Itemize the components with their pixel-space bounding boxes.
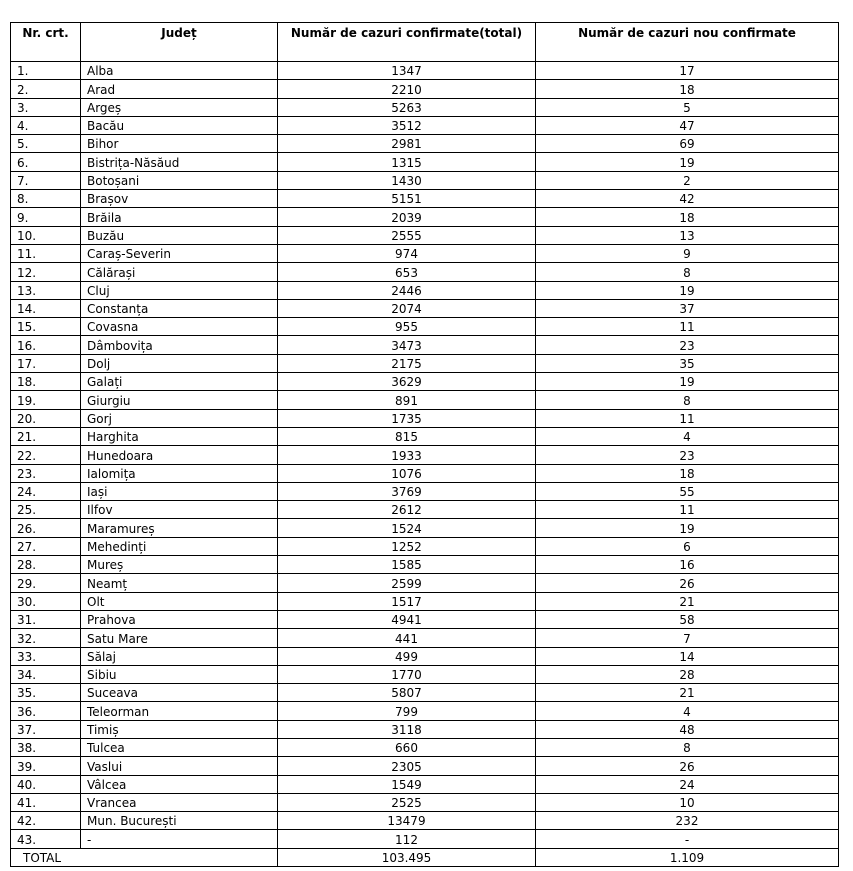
- row-nr: 23.: [11, 464, 81, 482]
- row-noi: 10: [536, 793, 839, 811]
- row-nr: 5.: [11, 135, 81, 153]
- row-nr: 3.: [11, 98, 81, 116]
- table-row: [11, 208, 839, 226]
- row-judet: -: [81, 830, 278, 848]
- row-total: 112: [278, 830, 536, 848]
- row-nr: 43.: [11, 830, 81, 848]
- row-total: 799: [278, 702, 536, 720]
- row-noi: 42: [536, 190, 839, 208]
- table-row: [11, 702, 839, 720]
- row-noi: 28: [536, 665, 839, 683]
- table-row: [11, 318, 839, 336]
- row-total: 1076: [278, 464, 536, 482]
- table-row: [11, 592, 839, 610]
- row-noi: 19: [536, 373, 839, 391]
- row-nr: 7.: [11, 171, 81, 189]
- row-judet: Călărași: [81, 263, 278, 281]
- row-noi: 69: [536, 135, 839, 153]
- row-total: 2305: [278, 757, 536, 775]
- row-nr: 9.: [11, 208, 81, 226]
- row-judet: Alba: [81, 62, 278, 80]
- table-row: [11, 757, 839, 775]
- table-row: [11, 171, 839, 189]
- row-noi: 35: [536, 354, 839, 372]
- row-total: 1347: [278, 62, 536, 80]
- row-nr: 6.: [11, 153, 81, 171]
- row-nr: 10.: [11, 226, 81, 244]
- table-row: [11, 556, 839, 574]
- table-row: [11, 153, 839, 171]
- row-noi: 47: [536, 116, 839, 134]
- row-judet: Bacău: [81, 116, 278, 134]
- row-noi: 24: [536, 775, 839, 793]
- table-row: [11, 610, 839, 628]
- table-row: [11, 391, 839, 409]
- row-judet: Harghita: [81, 427, 278, 445]
- row-noi: 18: [536, 464, 839, 482]
- table-row: [11, 373, 839, 391]
- row-total: 2446: [278, 281, 536, 299]
- table-row: [11, 336, 839, 354]
- table-row: [11, 793, 839, 811]
- row-nr: 30.: [11, 592, 81, 610]
- row-nr: 37.: [11, 720, 81, 738]
- row-total: 1524: [278, 519, 536, 537]
- row-judet: Mun. București: [81, 812, 278, 830]
- table-body: [11, 62, 839, 849]
- header-nr: Nr. crt.: [11, 23, 81, 62]
- row-total: 3512: [278, 116, 536, 134]
- row-nr: 15.: [11, 318, 81, 336]
- row-total: 3769: [278, 482, 536, 500]
- row-nr: 4.: [11, 116, 81, 134]
- row-total: 974: [278, 244, 536, 262]
- table-header-row: [11, 23, 839, 62]
- row-noi: 5: [536, 98, 839, 116]
- table-row: [11, 775, 839, 793]
- row-nr: 14.: [11, 299, 81, 317]
- row-judet: Hunedoara: [81, 446, 278, 464]
- row-total: 653: [278, 263, 536, 281]
- table-row: [11, 665, 839, 683]
- row-judet: Mureș: [81, 556, 278, 574]
- row-total: 2074: [278, 299, 536, 317]
- row-total: 660: [278, 738, 536, 756]
- table-row: [11, 116, 839, 134]
- table-row: [11, 684, 839, 702]
- row-noi: 55: [536, 482, 839, 500]
- row-noi: 9: [536, 244, 839, 262]
- row-nr: 17.: [11, 354, 81, 372]
- row-noi: 21: [536, 592, 839, 610]
- row-nr: 16.: [11, 336, 81, 354]
- table-row: [11, 190, 839, 208]
- total-label: TOTAL: [11, 848, 278, 866]
- row-total: 2525: [278, 793, 536, 811]
- row-nr: 20.: [11, 409, 81, 427]
- row-judet: Gorj: [81, 409, 278, 427]
- row-total: 441: [278, 629, 536, 647]
- row-total: 2175: [278, 354, 536, 372]
- table-row: [11, 98, 839, 116]
- row-judet: Brăila: [81, 208, 278, 226]
- row-judet: Teleorman: [81, 702, 278, 720]
- table-row: [11, 446, 839, 464]
- row-total: 2612: [278, 501, 536, 519]
- row-nr: 42.: [11, 812, 81, 830]
- row-nr: 41.: [11, 793, 81, 811]
- row-judet: Vaslui: [81, 757, 278, 775]
- row-total: 1735: [278, 409, 536, 427]
- row-noi: 17: [536, 62, 839, 80]
- row-noi: 21: [536, 684, 839, 702]
- row-judet: Buzău: [81, 226, 278, 244]
- row-nr: 34.: [11, 665, 81, 683]
- row-judet: Satu Mare: [81, 629, 278, 647]
- row-judet: Olt: [81, 592, 278, 610]
- table-row: [11, 501, 839, 519]
- row-total: 5151: [278, 190, 536, 208]
- row-nr: 8.: [11, 190, 81, 208]
- total-row: [11, 848, 839, 866]
- row-judet: Prahova: [81, 610, 278, 628]
- cases-table-container: [10, 22, 839, 867]
- row-noi: 11: [536, 501, 839, 519]
- row-nr: 39.: [11, 757, 81, 775]
- row-total: 499: [278, 647, 536, 665]
- table-row: [11, 812, 839, 830]
- row-noi: 7: [536, 629, 839, 647]
- row-judet: Brașov: [81, 190, 278, 208]
- row-nr: 38.: [11, 738, 81, 756]
- row-total: 1549: [278, 775, 536, 793]
- table-row: [11, 574, 839, 592]
- row-noi: 26: [536, 757, 839, 775]
- row-nr: 12.: [11, 263, 81, 281]
- table-row: [11, 537, 839, 555]
- table-row: [11, 226, 839, 244]
- row-judet: Ialomița: [81, 464, 278, 482]
- row-nr: 40.: [11, 775, 81, 793]
- row-total: 815: [278, 427, 536, 445]
- table-row: [11, 299, 839, 317]
- row-total: 1252: [278, 537, 536, 555]
- row-nr: 22.: [11, 446, 81, 464]
- row-noi: 16: [536, 556, 839, 574]
- row-judet: Maramureș: [81, 519, 278, 537]
- total-cases: 103.495: [278, 848, 536, 866]
- table-row: [11, 482, 839, 500]
- row-noi: 26: [536, 574, 839, 592]
- row-total: 1430: [278, 171, 536, 189]
- row-noi: 18: [536, 208, 839, 226]
- row-total: 1315: [278, 153, 536, 171]
- row-total: 5263: [278, 98, 536, 116]
- row-nr: 21.: [11, 427, 81, 445]
- row-judet: Tulcea: [81, 738, 278, 756]
- row-total: 13479: [278, 812, 536, 830]
- row-nr: 33.: [11, 647, 81, 665]
- row-total: 3118: [278, 720, 536, 738]
- row-total: 2210: [278, 80, 536, 98]
- row-nr: 26.: [11, 519, 81, 537]
- row-nr: 36.: [11, 702, 81, 720]
- row-noi: 13: [536, 226, 839, 244]
- row-nr: 31.: [11, 610, 81, 628]
- row-total: 2981: [278, 135, 536, 153]
- row-total: 5807: [278, 684, 536, 702]
- row-judet: Giurgiu: [81, 391, 278, 409]
- row-nr: 24.: [11, 482, 81, 500]
- header-noi: Număr de cazuri nou confirmate: [536, 23, 839, 62]
- row-judet: Mehedinți: [81, 537, 278, 555]
- row-noi: 23: [536, 446, 839, 464]
- row-total: 1770: [278, 665, 536, 683]
- row-nr: 19.: [11, 391, 81, 409]
- row-noi: 19: [536, 519, 839, 537]
- row-judet: Botoșani: [81, 171, 278, 189]
- table-row: [11, 647, 839, 665]
- row-nr: 11.: [11, 244, 81, 262]
- table-row: [11, 354, 839, 372]
- row-nr: 25.: [11, 501, 81, 519]
- row-noi: 11: [536, 409, 839, 427]
- row-nr: 18.: [11, 373, 81, 391]
- row-judet: Arad: [81, 80, 278, 98]
- row-noi: 8: [536, 738, 839, 756]
- row-judet: Covasna: [81, 318, 278, 336]
- table-row: [11, 629, 839, 647]
- row-total: 1585: [278, 556, 536, 574]
- row-nr: 2.: [11, 80, 81, 98]
- table-row: [11, 464, 839, 482]
- row-total: 2599: [278, 574, 536, 592]
- row-noi: 48: [536, 720, 839, 738]
- row-judet: Iași: [81, 482, 278, 500]
- row-total: 955: [278, 318, 536, 336]
- table-row: [11, 427, 839, 445]
- row-nr: 27.: [11, 537, 81, 555]
- row-noi: 4: [536, 427, 839, 445]
- table-row: [11, 519, 839, 537]
- row-nr: 1.: [11, 62, 81, 80]
- row-noi: 232: [536, 812, 839, 830]
- row-noi: 8: [536, 263, 839, 281]
- row-noi: 58: [536, 610, 839, 628]
- table-row: [11, 830, 839, 848]
- row-judet: Vrancea: [81, 793, 278, 811]
- row-total: 2555: [278, 226, 536, 244]
- table-row: [11, 281, 839, 299]
- row-noi: -: [536, 830, 839, 848]
- table-row: [11, 263, 839, 281]
- row-total: 2039: [278, 208, 536, 226]
- row-noi: 37: [536, 299, 839, 317]
- row-noi: 23: [536, 336, 839, 354]
- row-judet: Galați: [81, 373, 278, 391]
- row-judet: Vâlcea: [81, 775, 278, 793]
- row-noi: 19: [536, 281, 839, 299]
- row-judet: Suceava: [81, 684, 278, 702]
- row-judet: Dâmbovița: [81, 336, 278, 354]
- row-noi: 2: [536, 171, 839, 189]
- header-total: Număr de cazuri confirmate(total): [278, 23, 536, 62]
- row-nr: 13.: [11, 281, 81, 299]
- row-nr: 35.: [11, 684, 81, 702]
- row-judet: Ilfov: [81, 501, 278, 519]
- cases-table: [10, 22, 839, 867]
- row-judet: Bistrița-Năsăud: [81, 153, 278, 171]
- row-judet: Argeș: [81, 98, 278, 116]
- row-noi: 6: [536, 537, 839, 555]
- row-noi: 19: [536, 153, 839, 171]
- total-new-cases: 1.109: [536, 848, 839, 866]
- table-row: [11, 738, 839, 756]
- row-noi: 11: [536, 318, 839, 336]
- row-nr: 32.: [11, 629, 81, 647]
- table-row: [11, 720, 839, 738]
- table-row: [11, 80, 839, 98]
- table-row: [11, 244, 839, 262]
- row-judet: Neamț: [81, 574, 278, 592]
- row-judet: Sibiu: [81, 665, 278, 683]
- row-total: 3629: [278, 373, 536, 391]
- row-judet: Bihor: [81, 135, 278, 153]
- row-total: 3473: [278, 336, 536, 354]
- row-nr: 28.: [11, 556, 81, 574]
- row-judet: Caraș-Severin: [81, 244, 278, 262]
- row-judet: Sălaj: [81, 647, 278, 665]
- row-noi: 18: [536, 80, 839, 98]
- table-row: [11, 62, 839, 80]
- table-row: [11, 409, 839, 427]
- row-total: 891: [278, 391, 536, 409]
- header-judet: Județ: [81, 23, 278, 62]
- table-row: [11, 135, 839, 153]
- row-total: 1517: [278, 592, 536, 610]
- row-noi: 4: [536, 702, 839, 720]
- row-judet: Timiș: [81, 720, 278, 738]
- row-judet: Cluj: [81, 281, 278, 299]
- row-judet: Constanța: [81, 299, 278, 317]
- row-total: 4941: [278, 610, 536, 628]
- row-judet: Dolj: [81, 354, 278, 372]
- row-total: 1933: [278, 446, 536, 464]
- row-noi: 8: [536, 391, 839, 409]
- row-nr: 29.: [11, 574, 81, 592]
- row-noi: 14: [536, 647, 839, 665]
